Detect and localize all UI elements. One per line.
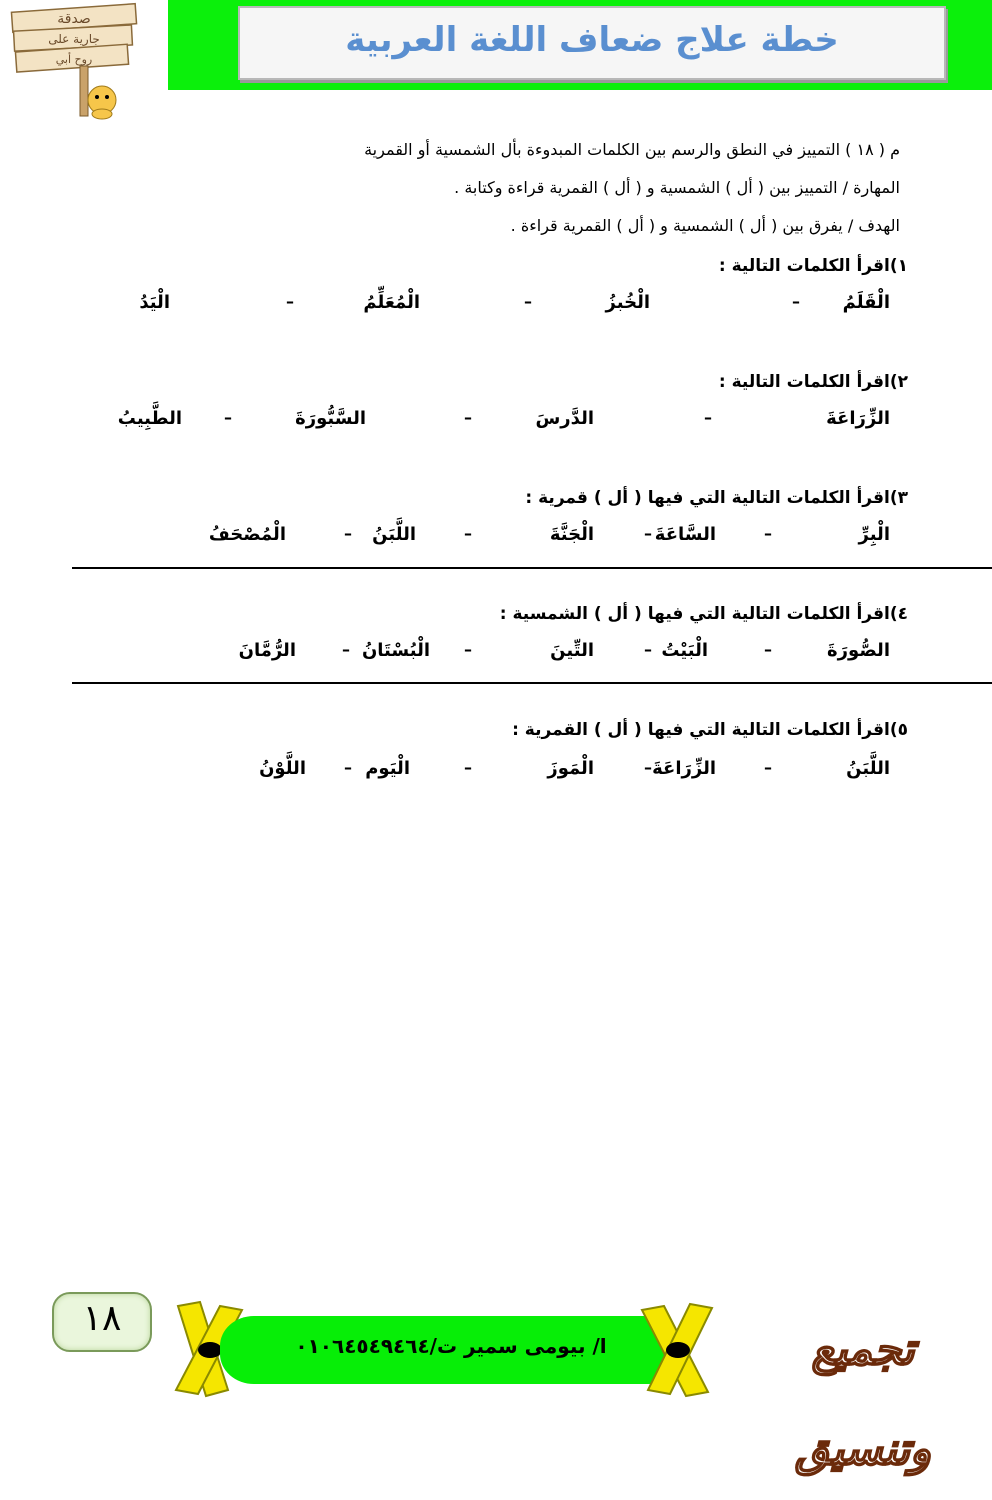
q2-dash-2: – xyxy=(464,408,472,427)
q2-word-4: الطَّبِيبُ xyxy=(117,408,182,429)
q4-word-5: الرُّمَّانَ xyxy=(238,640,296,661)
author-ribbon xyxy=(220,1316,682,1384)
q5-word-5: اللَّوْنُ xyxy=(259,758,306,779)
q1-dash-2: – xyxy=(524,292,532,311)
q3-word-4: اللَّبَنُ xyxy=(372,524,416,545)
q2-dash-3: – xyxy=(224,408,232,427)
author-contact: ا/ بيومى سمير ت/٠١٠٦٤٥٤٩٤٦٤ xyxy=(295,1334,607,1358)
q3-word-1: الْبِرِّ xyxy=(858,524,890,545)
q5-word-4: الْيَوم xyxy=(365,758,410,779)
sign-line-2: جارية على xyxy=(48,32,100,46)
q5-dash-4: – xyxy=(344,758,352,777)
q1-dash-1: – xyxy=(792,292,800,311)
page-number: ١٨ xyxy=(82,1298,122,1339)
q5-word-1: اللَّبَنُ xyxy=(846,758,890,779)
q4-word-2: الْبَيْتُ xyxy=(661,640,708,661)
question-4-heading: ٤)اقرأ الكلمات التالية التي فيها ( أل ) الشمسية : xyxy=(499,604,908,624)
q5-word-3: الْمَوزَ xyxy=(547,758,594,779)
q5-dash-2: – xyxy=(644,758,652,777)
q1-word-4: الْيَدُ xyxy=(139,292,170,313)
q4-dash-2: – xyxy=(644,640,652,659)
q1-word-1: الْقَلَمُ xyxy=(842,292,890,313)
mascot-sign-illustration xyxy=(4,2,154,122)
q3-word-2: السَّاعَةَ xyxy=(654,524,716,545)
q2-word-1: الزِّرَاعَةَ xyxy=(826,408,890,429)
q3-dash-3: – xyxy=(464,524,472,543)
q2-dash-1: – xyxy=(704,408,712,427)
question-5-heading: ٥)اقرأ الكلمات التالية التي فيها ( أل ) القمرية : xyxy=(512,720,908,740)
sign-line-3: روح أبي xyxy=(55,53,93,66)
skill-line: المهارة / التمييز بين ( أل ) الشمسية و ( أل ) القمرية قراءة وكتابة . xyxy=(454,178,900,197)
q3-word-3: الْجَنَّةَ xyxy=(549,524,594,545)
sign-line-1: صدقة xyxy=(57,11,91,27)
q4-dash-3: – xyxy=(464,640,472,659)
question-1-heading: ١)اقرأ الكلمات التالية : xyxy=(718,256,908,276)
q3-dash-2: – xyxy=(644,524,652,543)
section-divider xyxy=(72,682,992,684)
objective-line: الهدف / يفرق بين ( أل ) الشمسية و ( أل ) القمرية قراءة . xyxy=(510,216,900,235)
right-yellow-scroll-icon xyxy=(634,1300,724,1400)
lesson-number-line: م ( ١٨ ) التمييز في النطق والرسم بين الكلمات المبدوءة بأل الشمسية أو القمرية xyxy=(364,140,900,159)
q5-dash-3: – xyxy=(464,758,472,777)
q5-dash-1: – xyxy=(764,758,772,777)
q1-word-2: الْخُبزُ xyxy=(605,292,650,313)
question-2-heading: ٢)اقرأ الكلمات التالية : xyxy=(718,372,908,392)
section-divider xyxy=(72,567,992,569)
q4-word-1: الصُّورَةَ xyxy=(827,640,890,661)
page-title: خطة علاج ضعاف اللغة العربية xyxy=(345,20,839,60)
q4-word-4: الْبُسْتَانُ xyxy=(361,640,430,661)
page-number-box xyxy=(52,1292,152,1352)
q3-dash-1: – xyxy=(764,524,772,543)
q2-word-2: الدَّرسَ xyxy=(535,408,594,429)
q3-dash-4: – xyxy=(344,524,352,543)
question-3-heading: ٣)اقرأ الكلمات التالية التي فيها ( أل ) قمرية : xyxy=(525,488,908,508)
compiled-by-credit: تجميع وتنسيق xyxy=(795,1324,931,1475)
q3-word-5: الْمُصْحَفُ xyxy=(208,524,286,545)
q1-word-3: الْمُعَلِّمُ xyxy=(363,292,420,313)
q5-word-2: الزِّرَاعَةَ xyxy=(652,758,716,779)
q1-dash-3: – xyxy=(286,292,294,311)
q2-word-3: السَّبُّورَةَ xyxy=(295,408,366,429)
q4-word-3: التِّينَ xyxy=(550,640,594,661)
q4-dash-4: – xyxy=(342,640,350,659)
q4-dash-1: – xyxy=(764,640,772,659)
header-title-box xyxy=(238,6,946,80)
